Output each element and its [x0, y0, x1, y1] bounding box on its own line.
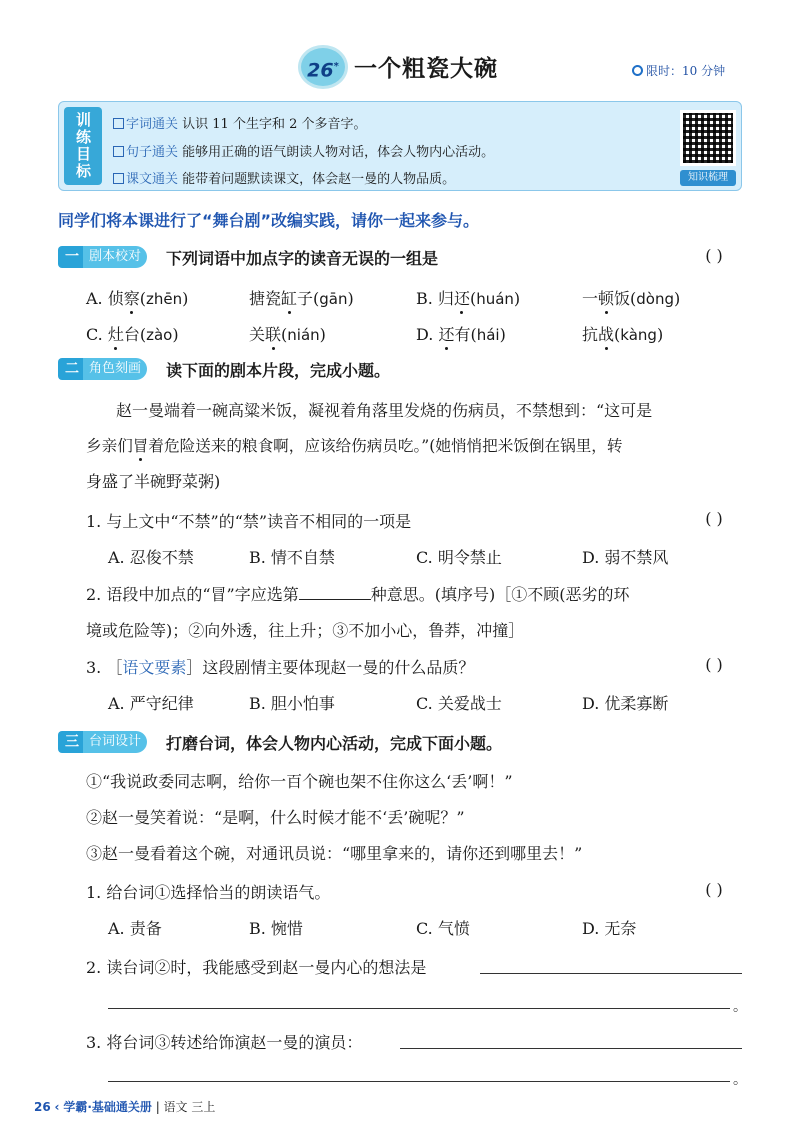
question-3-1: 1. 给台词①选择恰当的朗读语气。 [86, 883, 331, 902]
lesson-star: * [333, 61, 339, 72]
option-a: A. 责备 [108, 919, 162, 938]
intro-text: 同学们将本课进行了“舞台剧”改编实践，请你一起来参与。 [58, 211, 480, 230]
checkbox[interactable] [113, 146, 124, 157]
dialogue-line-1: ①“我说政委同志啊，给你一百个碗也架不住你这么‘丢’啊！” [86, 772, 513, 791]
qr-code[interactable] [680, 110, 736, 166]
checkbox[interactable] [113, 118, 124, 129]
section-1-tag: 剧本校对 [83, 246, 147, 268]
section-2-number: 二 [58, 358, 86, 380]
time-limit [632, 62, 725, 79]
period: 。 [733, 1072, 747, 1088]
dialogue-line-2: ②赵一曼笑着说：“是啊，什么时候才能不‘丢’碗呢？” [86, 808, 465, 827]
question-2-2-part-a: 2. 语段中加点的“冒”字应选第 [86, 585, 299, 604]
training-goals-tag: 训练目标 [64, 107, 102, 185]
answer-line[interactable] [108, 1008, 730, 1009]
option-c: C. 关爱战士 [416, 694, 502, 713]
answer-paren[interactable]: ( ) [705, 246, 723, 265]
goal-label: 课文通关 [126, 172, 179, 187]
option-b1: B. 归还(huán) [416, 286, 520, 309]
qr-label: 知识梳理 [680, 170, 736, 186]
clock-icon [632, 65, 643, 76]
question-3-3: 3. 将台词③转述给饰演赵一曼的演员： [86, 1033, 363, 1052]
section-3-question: 打磨台词，体会人物内心活动，完成下面小题。 [166, 734, 503, 753]
option-a: A. 忍俊不禁 [108, 548, 194, 567]
question-2-2 [86, 582, 629, 605]
lesson-title: 一个粗瓷大碗 [354, 56, 498, 82]
chevron-left-icon: ‹ [54, 1100, 60, 1114]
goal-text: 能带着问题默读课文，体会赵一曼的人物品质。 [182, 172, 456, 187]
option-b: B. 情不自禁 [249, 548, 335, 567]
language-element-tag: 语文要素 [122, 658, 187, 677]
goal-text: 能够用正确的语气朗读人物对话，体会人物内心活动。 [182, 145, 495, 160]
question-3-2: 2. 读台词②时，我能感受到赵一曼内心的想法是 [86, 958, 427, 977]
passage-line: 乡亲们冒着危险送来的粮食啊，应该给伤病员吃。”(她悄悄把米饭倒在锅里，转 [86, 434, 622, 456]
period: 。 [733, 999, 747, 1015]
goal-text: 认识 11 个生字和 2 个多音字。 [182, 117, 367, 132]
option-c: C. 明令禁止 [416, 548, 502, 567]
checkbox[interactable] [113, 173, 124, 184]
answer-line[interactable] [400, 1048, 742, 1049]
option-a1: A. 侦察(zhēn) [86, 286, 188, 309]
section-3-tag: 台词设计 [83, 731, 147, 753]
book-name: 学霸·基础通关册 [63, 1100, 152, 1114]
answer-paren[interactable]: ( ) [705, 880, 723, 899]
answer-paren[interactable]: ( ) [705, 509, 723, 528]
option-d: D. 优柔寡断 [582, 694, 669, 713]
option-c1: C. 灶台(zào) [86, 322, 179, 345]
answer-paren[interactable]: ( ) [705, 655, 723, 674]
passage-line: 赵一曼端着一碗高粱米饭，凝视着角落里发烧的伤病员，不禁想到：“这可是 [116, 401, 653, 420]
goal-label: 句子通关 [126, 145, 179, 160]
goal-row-sentences [113, 141, 494, 160]
answer-line[interactable] [480, 973, 742, 974]
option-d: D. 弱不禁风 [582, 548, 669, 567]
question-2-1: 1. 与上文中“不禁”的“禁”读音不相同的一项是 [86, 512, 412, 531]
question-2-2-part-b: 种意思。(填序号)［①不顾(恶劣的环 [370, 585, 630, 604]
dialogue-line-3: ③赵一曼看着这个碗，对通讯员说：“哪里拿来的，请你还到哪里去！” [86, 844, 583, 863]
option-d2: 抗战(kàng) [582, 322, 663, 345]
option-a2: 搪瓷缸子(gān) [249, 286, 354, 309]
section-2-tag: 角色刻画 [83, 358, 147, 380]
option-c: C. 气愤 [416, 919, 470, 938]
goal-row-words [113, 113, 367, 132]
subject: 语文 三上 [163, 1100, 216, 1114]
goal-label: 字词通关 [126, 117, 179, 132]
goal-row-text [113, 168, 455, 187]
option-b2: 一顿饭(dòng) [582, 286, 680, 309]
option-a: A. 严守纪律 [108, 694, 194, 713]
section-3-number: 三 [58, 731, 86, 753]
section-1-number: 一 [58, 246, 86, 268]
option-c2: 关联(nián) [249, 322, 326, 345]
fill-blank[interactable] [299, 586, 371, 600]
answer-line[interactable] [108, 1081, 730, 1082]
lesson-number-badge [298, 45, 348, 89]
option-b: B. 胆小怕事 [249, 694, 335, 713]
question-2-2-cont: 境或危险等)；②向外透，往上升；③不加小心，鲁莽，冲撞］ [86, 621, 525, 640]
option-d1: D. 还有(hái) [416, 322, 506, 345]
page-number: 26 [34, 1100, 51, 1114]
footer: 26 ‹ 学霸·基础通关册 | 语文 三上 [34, 1100, 216, 1114]
question-2-3: 3. ［语文要素］这段剧情主要体现赵一曼的什么品质？ [86, 658, 475, 677]
option-b: B. 惋惜 [249, 919, 303, 938]
time-limit-text: 限时：10 分钟 [646, 64, 726, 78]
lesson-number: 26 [307, 59, 334, 82]
section-2-question: 读下面的剧本片段，完成小题。 [166, 361, 391, 380]
passage-line: 身盛了半碗野菜粥) [86, 472, 221, 491]
section-1-question: 下列词语中加点字的读音无误的一组是 [166, 249, 439, 268]
option-d: D. 无奈 [582, 919, 637, 938]
